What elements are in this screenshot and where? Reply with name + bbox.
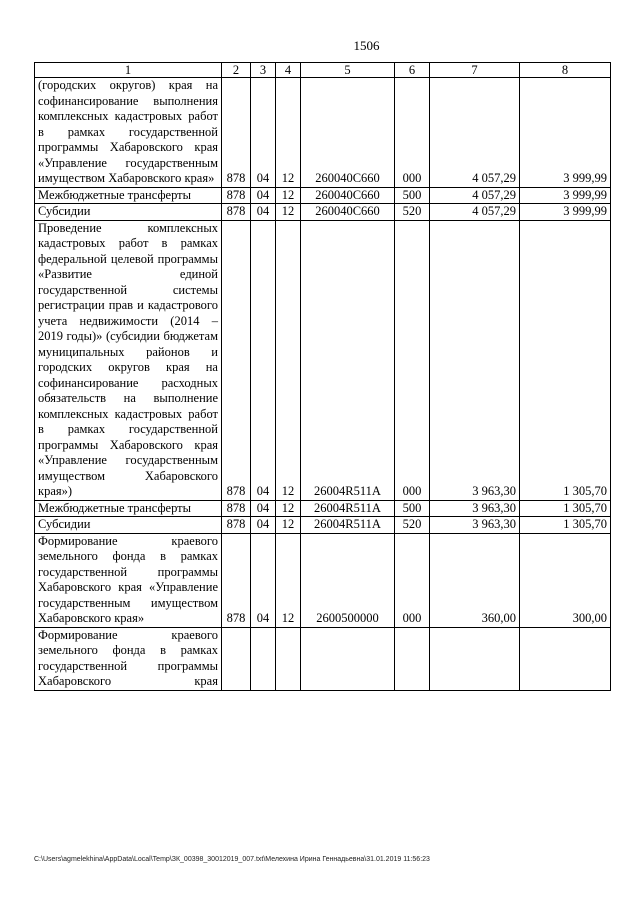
cell-section: 04 [251, 220, 276, 500]
cell-amount-1: 4 057,29 [430, 204, 520, 221]
table-row [35, 78, 611, 188]
page-number: 1506 [353, 38, 380, 53]
header-row [35, 63, 611, 78]
row-description: Формирование краевого земельного фонда в рамках государственной программы Хабаровского края «Управление государственным имуществом Хабаровского края» [35, 533, 222, 627]
cell-ministry: 878 [222, 187, 251, 204]
cell-target-article: 2600500000 [301, 533, 395, 627]
col-header-4: 4 [276, 63, 301, 78]
cell-ministry: 878 [222, 204, 251, 221]
table-row [35, 204, 611, 221]
cell-subsection [276, 627, 301, 690]
cell-ministry: 878 [222, 517, 251, 534]
cell-amount-2: 3 999,99 [520, 204, 611, 221]
cell-expense-type: 520 [395, 517, 430, 534]
col-header-3: 3 [251, 63, 276, 78]
cell-section [251, 627, 276, 690]
cell-ministry: 878 [222, 78, 251, 188]
row-description: Субсидии [35, 517, 222, 534]
table-row [35, 517, 611, 534]
row-description: Межбюджетные трансферты [35, 500, 222, 517]
cell-amount-1: 360,00 [430, 533, 520, 627]
cell-amount-1 [430, 627, 520, 690]
col-header-2: 2 [222, 63, 251, 78]
cell-subsection: 12 [276, 500, 301, 517]
cell-target-article: 26004R511A [301, 500, 395, 517]
cell-target-article: 260040С660 [301, 204, 395, 221]
cell-target-article: 260040С660 [301, 78, 395, 188]
table-row [35, 627, 611, 690]
cell-expense-type: 000 [395, 78, 430, 188]
cell-amount-2: 1 305,70 [520, 220, 611, 500]
cell-subsection: 12 [276, 204, 301, 221]
cell-section: 04 [251, 187, 276, 204]
cell-expense-type: 000 [395, 220, 430, 500]
cell-ministry: 878 [222, 220, 251, 500]
cell-target-article: 26004R511A [301, 517, 395, 534]
row-description: Субсидии [35, 204, 222, 221]
table-row [35, 187, 611, 204]
col-header-5: 5 [301, 63, 395, 78]
cell-section: 04 [251, 500, 276, 517]
table-row [35, 220, 611, 500]
cell-subsection: 12 [276, 533, 301, 627]
cell-ministry: 878 [222, 500, 251, 517]
cell-amount-2: 3 999,99 [520, 187, 611, 204]
cell-amount-1: 4 057,29 [430, 187, 520, 204]
col-header-6: 6 [395, 63, 430, 78]
cell-ministry [222, 627, 251, 690]
cell-target-article: 260040С660 [301, 187, 395, 204]
cell-expense-type: 520 [395, 204, 430, 221]
cell-target-article [301, 627, 395, 690]
cell-amount-2: 3 999,99 [520, 78, 611, 188]
col-header-8: 8 [520, 63, 611, 78]
cell-section: 04 [251, 517, 276, 534]
cell-expense-type: 000 [395, 533, 430, 627]
cell-amount-1: 3 963,30 [430, 500, 520, 517]
budget-table [34, 62, 611, 691]
row-description: Формирование краевого земельного фонда в рамках государственной программы Хабаровского края [35, 627, 222, 690]
cell-subsection: 12 [276, 78, 301, 188]
cell-target-article: 26004R511A [301, 220, 395, 500]
row-description: Межбюджетные трансферты [35, 187, 222, 204]
row-description: Проведение комплексных кадастровых работ в рамках федеральной целевой программы «Развитие единой государственной системы регистрации прав и кадастрового учета недвижимости (2014 – 2019 годы)» (субсидии бюджетам муниципальных районов и городских округов края на софинансирование расходных обязательств на выполнение комплексных кадастровых работ в рамках государственной программы Хабаровского края «Управление государственным имуществом Хабаровского края») [35, 220, 222, 500]
cell-amount-2: 1 305,70 [520, 517, 611, 534]
document-footer-path: C:\Users\agmelekhina\AppData\Local\Temp\ЗК_00398_30012019_007.txt\Мелехина Ирина Геннадьевна\31.01.2019 11:56:23 [34, 856, 430, 863]
cell-subsection: 12 [276, 187, 301, 204]
cell-subsection: 12 [276, 517, 301, 534]
cell-amount-1: 3 963,30 [430, 220, 520, 500]
cell-section: 04 [251, 533, 276, 627]
cell-subsection: 12 [276, 220, 301, 500]
cell-section: 04 [251, 78, 276, 188]
cell-section: 04 [251, 204, 276, 221]
col-header-1: 1 [35, 63, 222, 78]
table-row [35, 500, 611, 517]
col-header-7: 7 [430, 63, 520, 78]
cell-amount-1: 4 057,29 [430, 78, 520, 188]
table-row [35, 533, 611, 627]
row-description: (городских округов) края на софинансирование выполнения комплексных кадастровых работ в рамках государственной программы Хабаровского края «Управление государственным имуществом Хабаровского края» [35, 78, 222, 188]
cell-amount-2: 300,00 [520, 533, 611, 627]
cell-expense-type [395, 627, 430, 690]
cell-expense-type: 500 [395, 500, 430, 517]
cell-amount-1: 3 963,30 [430, 517, 520, 534]
cell-amount-2 [520, 627, 611, 690]
cell-ministry: 878 [222, 533, 251, 627]
cell-amount-2: 1 305,70 [520, 500, 611, 517]
cell-expense-type: 500 [395, 187, 430, 204]
